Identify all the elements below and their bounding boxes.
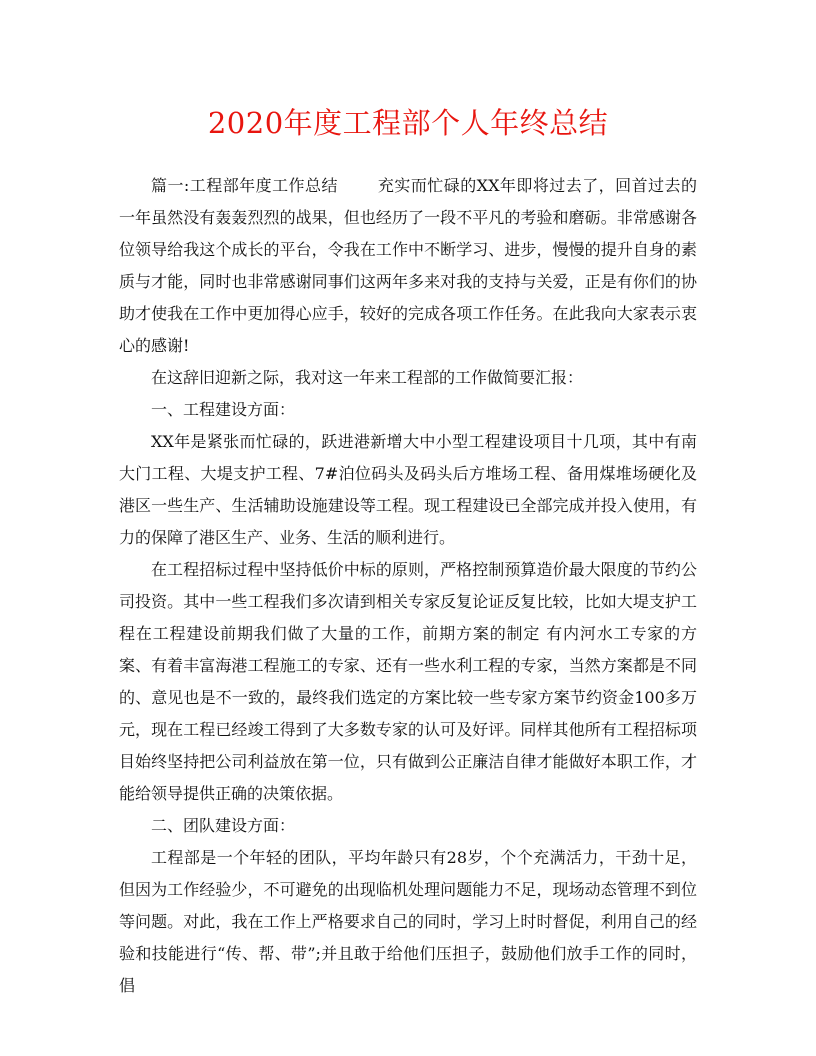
section-heading-team: 二、团队建设方面： (151, 816, 296, 835)
paragraph-intro (119, 170, 697, 362)
paragraph-bidding: 在工程招标过程中坚持低价中标的原则，严格控制预算造价最大限度的节约公司投资。其中一些工程我们多次请到相关专家反复论证反复比较，比如大堤支护工程在工程建设前期我们做了大量的工作，前期方案的制定 有内河水工专家的方案、有着丰富海港工程施工的专家、还有一些水利工程的专家，当然方案都是不同的、意见也是不一致的，最终我们选定的方案比较一些专家方案节约资金100多万元，现在工程已经竣工得到了大多数专家的认可及好评。同样其他所有工程招标项目始终坚持把公司利益放在第一位，只有做到公正廉洁自律才能做好本职工作，才能给领导提供正确的决策依据。 (119, 560, 697, 803)
document-body (119, 170, 697, 1002)
paragraph-report-lead: 在这辞旧迎新之际，我对这一年来工程部的工作做简要汇报： (151, 368, 584, 387)
intro-text: 充实而忙碌的XX年即将过去了，回首过去的一年虽然没有轰轰烈烈的战果，但也经历了一段不平凡的考验和磨砺。非常感谢各位领导给我这个成长的平台，令我在工作中不断学习、进步，慢慢的提升自身的素质与才能，同时也非常感谢同事们这两年多来对我的支持与关爱，正是有你们的协助才使我在工作中更加得心应手，较好的完成各项工作任务。在此我向大家表示衷心的感谢! (119, 176, 697, 355)
paragraph-engineering-projects: XX年是紧张而忙碌的，跃进港新增大中小型工程建设项目十几项，其中有南大门工程、大堤支护工程、7#泊位码头及码头后方堆场工程、备用煤堆场硬化及港区一些生产、生活辅助设施建设等工程。现工程建设已全部完成并投入使用，有力的保障了港区生产、业务、生活的顺利进行。 (119, 432, 697, 547)
intro-heading: 篇一:工程部年度工作总结 (151, 176, 338, 195)
paragraph-team: 工程部是一个年轻的团队，平均年龄只有28岁，个个充满活力，干劲十足，但因为工作经验少，不可避免的出现临机处理问题能力不足，现场动态管理不到位等问题。对此，我在工作上严格要求自己的同时，学习上时时督促，利用自己的经验和技能进行“传、帮、带”;并且敢于给他们压担子，鼓励他们放手工作的同时，倡 (119, 848, 697, 995)
document-title: 2020年度工程部个人年终总结 (207, 106, 609, 140)
section-heading-engineering: 一、工程建设方面： (151, 400, 296, 419)
